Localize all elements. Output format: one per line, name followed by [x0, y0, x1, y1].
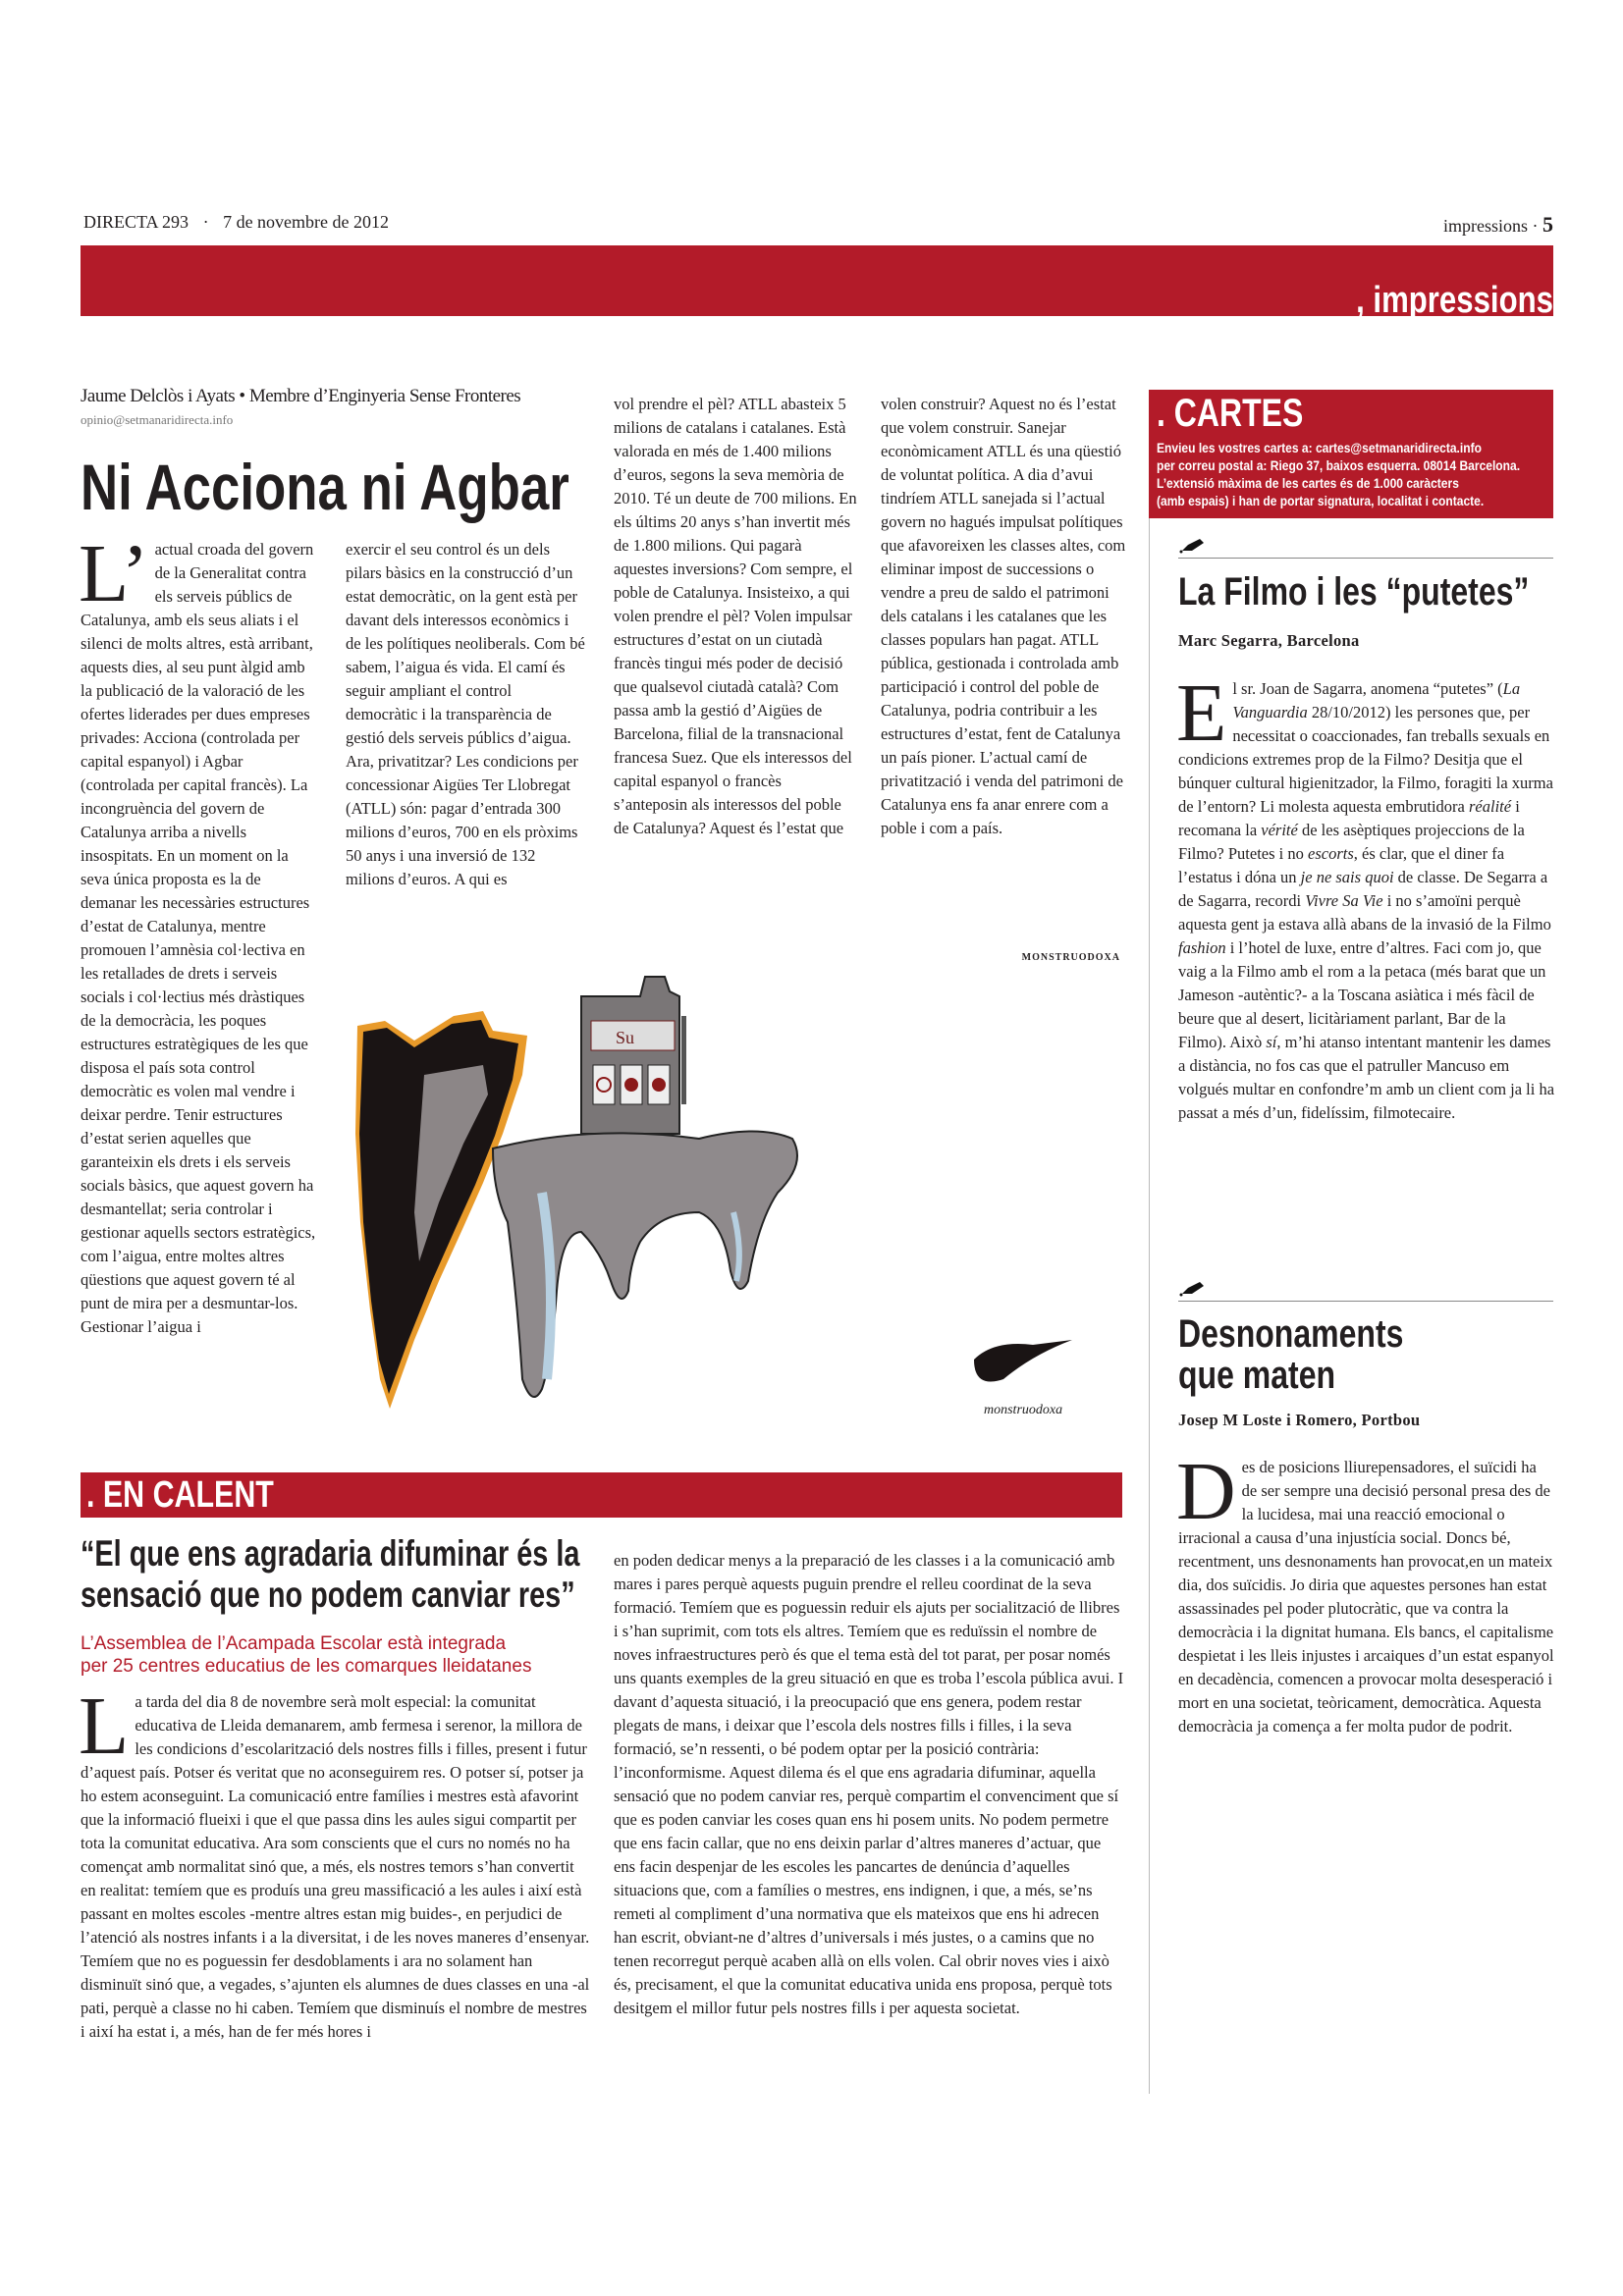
article-column-1 — [79, 528, 318, 1339]
drop-cap: E — [1176, 667, 1227, 759]
text-run: de les asèptiques projeccions de la Filmo? Putetes i no — [1178, 821, 1525, 863]
separator-dot: · — [202, 212, 209, 232]
drop-cap: D — [1176, 1446, 1236, 1537]
italic-text: La Vanguardia — [1232, 679, 1521, 721]
page-number: 5 — [1542, 212, 1553, 237]
italic-text: vérité — [1261, 821, 1298, 839]
column-text: actual croada del govern de la Generalitat contra els serveis públics de Catalunya, amb els seus aliats i el silenci de molts altres, està arribant, aquests dies, al seu punt àlgid amb la publicació de la valoració de les ofertes liderades per dues empreses privades: Acciona (controlada per capital espanyol) i Agbar (controlada per capital francès). La incongruència del govern de Catalunya arriba a nivells insospitats. En un moment on la seva única proposta es la de demanar les necessàries estructures d’estat de Catalunya, mentre promouen l’amnèsia col·lectiva en les retallades de drets i serveis socials i col·lectius més dràstiques de la democràcia, les poques estructures estratègiques de les que disposa el país sota control democràtic es volen mal vendre i deixar perdre. Tenir estructures d’estat serien aquelles que garanteixin els drets i els serveis socials bàsics, que aquest govern ha desmantellat; seria controlar i gestionar aquells sectors estratègics, com l’aigua, entre moltes altres qüestions que aquest govern té al punt de mira per a desmuntar-los. Gestionar l’aigua i — [81, 540, 316, 1336]
publication-date: 7 de novembre de 2012 — [223, 212, 390, 232]
artist-signature: monstruodoxa — [984, 1403, 1063, 1417]
letter-text — [1176, 667, 1555, 1122]
byline: Jaume Delclòs i Ayats • Membre d’Enginyeria Sense Fronteres — [81, 386, 521, 406]
italic-text: fashion — [1178, 938, 1226, 957]
subtitle-line: per 25 centres educatius de les comarques lleidatanes — [81, 1656, 532, 1677]
column-text: a tarda del dia 8 de novembre serà molt especial: la comunitat educativa de Lleida demanarem, amb fermesa i serenor, la millora de les condicions d’escolarització dels nostres fills i filles, present i futur d’aquest país. Potser és veritat que no aconseguirem res. O potser sí, potser ja ho estem aconseguint. La comunicació entre famílies i mestres està afavorint que la informació flueixi i que el que passa dins les aules sigui compartit per tota la comunitat educativa. Ara som conscients que el curs no només no ha començat amb normalitat sinó que, a més, els nostres temors s’han convertit en realitat: temíem que es produís una greu massificació a les aules i així està passant en moltes escoles -mentre altres estan mig buides-, en perjudici de l’atenció als nostres infants i a la diversitat, i de les noves maneres d’ensenyar. Temíem que no es poguessin fer desdoblaments i ara no solament han disminuït sinó que, a vegades, s’ajunten els alumnes de dues classes en una -al pati, perquè a classe no hi caben. Temíem que disminuís el nombre de mestres i així ha estat i, a més, han de fer més hores i — [81, 1692, 590, 2041]
drop-cap: L’ — [79, 528, 149, 619]
title-line: Desnonaments — [1178, 1312, 1404, 1356]
text-run: i l’hotel de luxe, entre d’altres. Faci com jo, que vaig a la Filmo amb el rom a la petaca (més barat que un Jameson -autèntic?- a la Toscana asiàtica i més fàcil de beure que al desert, licitàriament parlant, Bar de la Filmo). Això — [1178, 938, 1546, 1051]
divider-rule — [1178, 1301, 1553, 1302]
letter-text: es de posicions lliurepensadores, el suïcidi ha de ser sempre una decisió personal presa des de la lucidesa, mai una reacció emocional o irracional a causa d’una injustícia social. Doncs bé, recentment, uns desnonaments han provocat,en un mateix dia, dos suïcidis. Jo diria que aquestes persones han estat assassinades pel poder plutocràtic, que va contra la democràcia i la dignitat humana. Els bancs, el capitalisme despietat i les lleis injustes i arcaiques d’un estat espanyol en decadència, comencen a provocar molta desesperació i mort en una societat, teòricament, democràtica. Aquesta democràcia ja comença a fer molta pudor de podrit. — [1178, 1458, 1554, 1735]
section-name: impressions — [1442, 216, 1528, 236]
illustration — [346, 967, 1121, 1428]
pen-icon — [1178, 1278, 1208, 1298]
text-run: i recomana la — [1178, 797, 1520, 839]
banner-title: , impressions — [1356, 280, 1553, 321]
cartes-title: . CARTES — [1157, 392, 1304, 435]
letter-title: La Filmo i les “putetes” — [1178, 570, 1530, 614]
italic-text: Vivre Sa Vie — [1305, 891, 1383, 910]
subtitle-line: L’Assemblea de l’Acampada Escolar està integrada — [81, 1633, 507, 1654]
headline-line: “El que ens agradaria difuminar és la — [81, 1533, 580, 1574]
headline-line: sensació que no podem canviar res” — [81, 1575, 575, 1615]
italic-text: escorts — [1308, 844, 1354, 863]
text-run: , m’hi atanso intentant mantenir les dames a distància, no fos cas que el patruller Mancuso em volgués multar en confondre’m amb un client com ja li ha passat a més d’un, fidelíssim, filmotecaire. — [1178, 1033, 1555, 1122]
letter-body — [1176, 667, 1555, 1125]
separator-dot: · — [1532, 216, 1539, 236]
info-line: per correu postal a: Riego 37, baixos esquerra. 08014 Barcelona. — [1157, 457, 1521, 473]
divider-rule — [1178, 558, 1553, 559]
drop-cap: L — [79, 1681, 130, 1772]
article-column-2: en poden dedicar menys a la preparació de les classes i a la comunicació amb mares i pares perquè aquests puguin prendre el relleu coordinat de la seva formació. Temíem que es poguessin reduir els ajuts per socialització de llibres i s’han suprimit, com tots els altres. Temíem que es reduïssin el nombre de noves infraestructures però és que el tema està del tot parat, per posar només uns quants exemples de la greu situació en que es troba l’escola pública avui. I davant d’aquesta situació, i la preocupació que ens genera, podem restar plegats de mans, i deixar que l’escola dels nostres fills i filles, i la seva formació, se’n ressenti, o bé podem optar per la posició contrària: l’inconformisme. Aquest dilema és el que ens agradaria difuminar, aquella sensació que no podem canviar res, perquè compartim el convenciment que sí que es poden canviar les coses quan ens hi posem units. No podem permetre que ens facin callar, que no ens deixin parlar d’altres maneres d’actuar, que ens facin despenjar de les escoles les pancartes de denúncia d’aquelles situacions que, com a famílies o mestres, ens indignen, i que, a més, se’ns remeti al compliment d’una normativa que els mateixos que ens hi adrecen han escrit, obviant-ne d’altres d’universals i més justes, o a camins que no tenen recorregut perquè acaben allà on ells volen. Cal obrir noves vies i això és, precisament, el que la comunitat educativa unida ens proposa, perquè tots desitgem el millor futur pels nostres fills i per aquesta societat. — [614, 1551, 1124, 2017]
text-run: i no s’amoïni perquè aquesta gent ja estava allà abans de la invasió de la Filmo — [1178, 891, 1551, 934]
text-run: , és clar, que el diner fa l’estatus i dóna un — [1178, 844, 1505, 886]
letter-body — [1176, 1446, 1555, 1738]
cartes-instructions — [1157, 439, 1520, 509]
letter-author: Josep M Loste i Romero, Portbou — [1178, 1411, 1421, 1429]
info-line: (amb espais) i han de portar signatura, localitat i contacte. — [1157, 493, 1485, 508]
illustration-credit: MONSTRUODOXA — [1021, 952, 1120, 963]
artist-signature-mark — [974, 1340, 1072, 1417]
section-title: . EN CALENT — [86, 1474, 274, 1516]
author-name: Jaume Delclòs i Ayats — [81, 386, 236, 406]
article-column-1 — [79, 1681, 591, 2044]
slot-machine — [581, 977, 686, 1134]
section-banner — [81, 245, 1553, 321]
article-column-4: volen construir? Aquest no és l’estat que volem construir. Sanejar econòmicament ATLL és una qüestió de voluntat política. A dia d’avui tindríem ATLL sanejada si l’actual govern no hagués impulsat polítiques que afavoreixen les classes altes, com eliminar impost de successions o vendre a preu de saldo el patrimoni dels catalans i les catalanes que les classes populars han pagat. ATLL pública, gestionada i controlada amb participació i control del poble de Catalunya, podria contribuir a les estructures d’estat, fent de Catalunya un país pioner. L’actual camí de privatització i venda del patrimoni de Catalunya ens fa anar enrere com a poble i com a país. — [881, 395, 1126, 837]
info-line: L’extensió màxima de les cartes és de 1.000 caràcters — [1157, 475, 1459, 491]
column-divider — [1149, 518, 1150, 2094]
folio-right — [1443, 212, 1553, 238]
letter-title — [1178, 1313, 1403, 1396]
article-headline — [81, 1533, 579, 1616]
cartes-header-box — [1149, 390, 1553, 518]
article-column-3: vol prendre el pèl? ATLL abasteix 5 milions de catalans i catalanes. Està valorada en més de 1.400 milions d’euros, segons la seva memòria de 2010. Té un deute de 700 milions. En els últims 20 anys s’han invertit més de 1.800 milions. Qui pagarà aquestes inversions? Com sempre, el poble de Catalunya. Insisteixo, a qui volen prendre el pèl? Volen impulsar estructures d’estat on un ciutadà francès tingui més poder de decisió que qualsevol ciutadà català? Com passa amb la gestió d’Aigües de Barcelona, filial de la transnacional francesa Suez. Que els interessos del capital espanyol o francès s’anteposin als interessos del poble de Catalunya? Aquest és l’estat que — [614, 395, 857, 837]
article-subtitle — [81, 1632, 531, 1678]
title-line: que maten — [1178, 1354, 1336, 1397]
slot-sign: Su — [616, 1028, 635, 1047]
text-run: 28/10/2012) les persones que, per necessitat o coaccionades, fan treballs sexuals en condicions extremes prop de la Filmo? Desitja que el búnquer cultural higienitzador, la Filmo, foragiti la xurma de l’entorn? Li molesta aquesta embrutidora — [1178, 703, 1553, 816]
author-role: Membre d’Enginyeria Sense Fronteres — [248, 386, 521, 406]
pen-icon — [1178, 535, 1208, 555]
letter-author: Marc Segarra, Barcelona — [1178, 631, 1360, 650]
italic-text: réalité — [1468, 797, 1512, 816]
dripping-hands — [493, 1132, 797, 1398]
italic-text: sí — [1266, 1033, 1277, 1051]
author-email: opinio@setmanaridirecta.info — [81, 412, 234, 427]
info-line: Envieu les vostres cartes a: cartes@setmanaridirecta.info — [1157, 440, 1482, 455]
article-headline: Ni Acciona ni Agbar — [81, 451, 569, 523]
italic-text: je ne sais quoi — [1300, 868, 1394, 886]
text-run: l sr. Joan de Sagarra, anomena “putetes” ( — [1232, 679, 1503, 698]
folio-left — [83, 212, 389, 233]
article-column-2: exercir el seu control és un dels pilars bàsics en la construcció d’un estat democràtic, on la gent està per davant dels interessos econòmics i de les polítiques neoliberals. Com bé sabem, l’aigua és vida. El camí és seguir ampliant el control democràtic i la transparència de gestió dels serveis públics d’aigua. Ara, privatitzar? Les condicions per concessionar Aigües Ter Llobregat (ATLL) són: pagar d’entrada 300 milions d’euros, 700 en els pròxims 50 anys i una inversió de 132 milions d’euros. A qui es — [346, 540, 585, 888]
text-run: de classe. De Segarra a de Sagarra, recordi — [1178, 868, 1548, 910]
publication-issue: DIRECTA 293 — [83, 212, 189, 232]
en-calent-bar — [81, 1472, 1122, 1518]
